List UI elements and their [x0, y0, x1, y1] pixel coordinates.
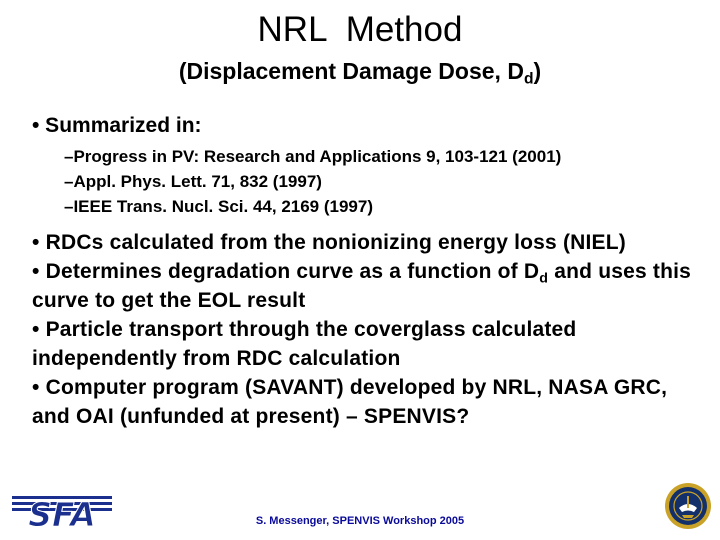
bullet-degradation-rest: and uses this curve to get the EOL result: [32, 260, 692, 312]
reference-item: –IEEE Trans. Nucl. Sci. 44, 2169 (1997): [64, 197, 374, 216]
reference-list: [64, 144, 704, 219]
seal-mast: [687, 496, 689, 508]
bullet-degradation: [32, 257, 692, 315]
reference-item: –Progress in PV: Research and Applications 9, 103-121 (2001): [64, 147, 562, 166]
sfa-logo: [12, 491, 112, 529]
subtitle-subscript: d: [523, 70, 534, 88]
slide-title: NRL Method: [257, 10, 463, 49]
bullet-degradation-text: • Determines degradation curve as a function of D: [32, 260, 540, 283]
summary-heading: • Summarized in:: [32, 114, 202, 137]
bullet-rdcs: • RDCs calculated from the nonionizing energy loss (NIEL): [32, 231, 626, 254]
navy-seal-logo: [664, 482, 712, 530]
slide-subtitle: [0, 56, 720, 86]
reference-item: –Appl. Phys. Lett. 71, 832 (1997): [64, 172, 322, 191]
bullet-program: • Computer program (SAVANT) developed by NRL, NASA GRC, and OAI (unfunded at present) – SPENVIS?: [32, 376, 668, 428]
subtitle-text: (Displacement Damage Dose, D: [178, 58, 524, 84]
subtitle-close: ): [533, 58, 542, 84]
sfa-logo-letters: SFA: [28, 495, 96, 529]
bullet-transport: • Particle transport through the coverglass calculated independently from RDC calculation: [32, 318, 577, 370]
bullet-degradation-subscript: d: [539, 270, 549, 287]
bullet-list: [32, 228, 692, 431]
seal-ship: [682, 515, 694, 518]
footer-credit: S. Messenger, SPENVIS Workshop 2005: [255, 515, 465, 527]
